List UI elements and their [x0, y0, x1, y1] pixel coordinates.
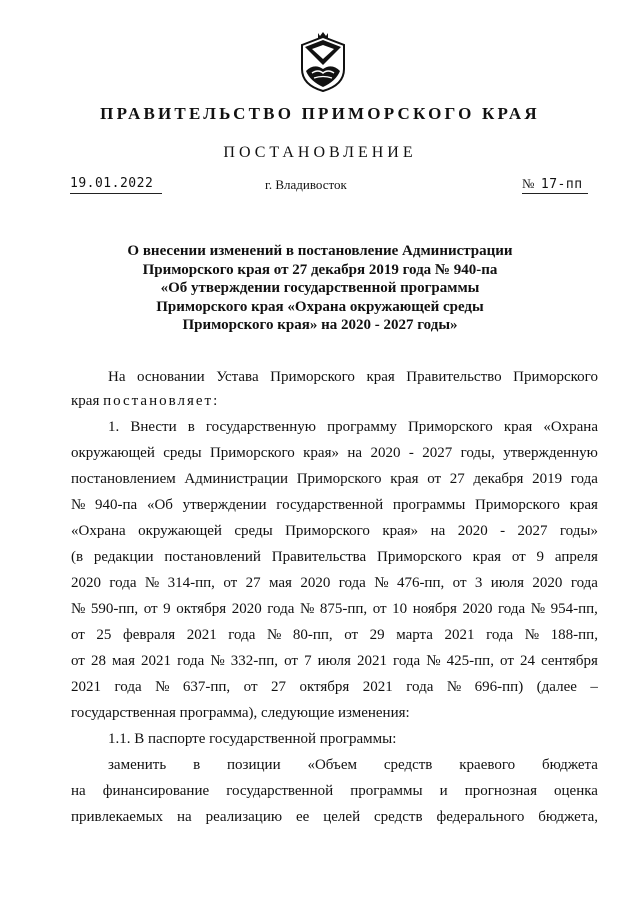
word: от [71, 653, 85, 669]
word: года [228, 627, 256, 643]
word: бюджета [542, 757, 598, 773]
word: программу [327, 419, 397, 435]
word: 590-пп, [90, 601, 139, 617]
word: - [408, 445, 414, 461]
word: 29 [369, 627, 385, 643]
word: 9 [163, 601, 171, 617]
word: от [143, 601, 158, 617]
word: 2020 [300, 575, 331, 591]
word: Приморского [270, 369, 355, 385]
word: от [452, 575, 467, 591]
word: (далее [536, 679, 577, 695]
word: июля [490, 575, 525, 591]
word: 2021 [444, 627, 475, 643]
word: - [500, 523, 506, 539]
word: 2021 [141, 653, 172, 669]
word: годы, [460, 445, 495, 461]
word: 2027 [422, 445, 453, 461]
word: средств [374, 809, 423, 825]
word: постановлением [71, 471, 176, 487]
body-line [71, 467, 598, 492]
word: от [243, 679, 258, 695]
word: утверждении [182, 497, 267, 513]
title-line: Приморского края «Охрана окружающей среды [156, 298, 484, 315]
word: Приморского [285, 523, 370, 539]
word: «Объем [307, 757, 357, 773]
government-title: ПРАВИТЕЛЬСТВО ПРИМОРСКОГО КРАЯ [100, 104, 540, 123]
word: года [177, 653, 205, 669]
word: апреля [554, 549, 598, 565]
word: 2021 [186, 627, 217, 643]
word: края [472, 549, 502, 565]
word: года [486, 627, 514, 643]
word: Приморского [209, 445, 295, 461]
word: 80-пп, [292, 627, 333, 643]
word: 476-пп, [396, 575, 445, 591]
word: № [524, 627, 540, 643]
word: на [176, 809, 192, 825]
word: 24 [519, 653, 535, 669]
word: 2020 [462, 601, 493, 617]
word: № [144, 575, 160, 591]
word: края» [382, 523, 419, 539]
word: программы [350, 783, 423, 799]
word: сентября [541, 653, 598, 669]
word: редакции [93, 549, 154, 565]
word: ноября [412, 601, 457, 617]
word: 188-пп, [550, 627, 598, 643]
word: реализацию [205, 809, 283, 825]
title-line: «Об утверждении государственной программы [160, 280, 480, 296]
word: в [193, 757, 201, 773]
word: на [71, 783, 86, 799]
word: основании [137, 369, 205, 385]
word: среды [163, 445, 202, 461]
word: 10 [392, 601, 408, 617]
body-line [71, 597, 598, 622]
word: 696-пп) [474, 679, 524, 695]
word: 940-па [95, 497, 138, 513]
word: края [366, 369, 395, 385]
word: от [284, 653, 298, 669]
word: 332-пп, [230, 653, 279, 669]
word: 27 [245, 575, 261, 591]
word: утвержденную [503, 445, 598, 461]
word: в [187, 419, 195, 435]
word: государственной [276, 497, 384, 513]
word: октября [299, 679, 350, 695]
word: 2020 [231, 601, 262, 617]
body-line [71, 493, 598, 518]
word: позиции [227, 757, 281, 773]
word: бюджета, [538, 809, 598, 825]
word: от [71, 627, 85, 643]
word: Администрации [184, 471, 289, 487]
word: февраля [122, 627, 176, 643]
word: Приморского [296, 471, 382, 487]
word: программы [392, 497, 466, 513]
word: № [210, 653, 225, 669]
word: № [530, 601, 546, 617]
word: № [446, 679, 462, 695]
word: № [374, 575, 389, 591]
word: Внести [130, 419, 177, 435]
word: года [338, 575, 366, 591]
title-line: О внесении изменений в постановление Администрации [127, 243, 513, 259]
word: постановлений [164, 549, 261, 565]
word: июля [317, 653, 351, 669]
body-line [71, 519, 598, 544]
title-line: Приморского края» на 2020 - 2027 годы» [182, 317, 458, 333]
word: 27 [449, 471, 465, 487]
word: – [590, 679, 598, 695]
body-line [71, 441, 598, 466]
body-line [71, 805, 598, 830]
word: федерального [436, 809, 525, 825]
word: 9 [536, 549, 545, 565]
word: года [393, 653, 421, 669]
preamble-line [108, 365, 598, 390]
word: октября [176, 601, 227, 617]
word: ее [295, 809, 310, 825]
word: 2027 [517, 523, 548, 539]
word: 3 [474, 575, 483, 591]
word: мая [268, 575, 292, 591]
body-line [71, 571, 598, 596]
word: 2020 [532, 575, 563, 591]
word: № [71, 601, 86, 617]
subitem-line: 1.1. В паспорте государственной программы: [108, 731, 397, 747]
word: годы» [559, 523, 598, 539]
word: № [71, 497, 86, 513]
word: 637-пп, [182, 679, 231, 695]
word: Устава [216, 369, 259, 385]
document-date: 19.01.2022 [70, 175, 162, 194]
resolves-word: постановляет: [103, 393, 220, 409]
word: года [570, 471, 598, 487]
body-line [71, 779, 598, 804]
word: привлекаемых [71, 809, 164, 825]
word: 28 [90, 653, 106, 669]
word: края [503, 419, 533, 435]
word: финансирование [102, 783, 210, 799]
word: на [347, 445, 363, 461]
word: заменить [108, 757, 167, 773]
number-value: 17-пп [540, 177, 583, 192]
word: государственной [226, 783, 334, 799]
document-number [522, 175, 588, 194]
word: края [390, 471, 419, 487]
word: оценка [554, 783, 598, 799]
body-line [108, 753, 598, 778]
word: 27 [270, 679, 286, 695]
word: № [266, 627, 282, 643]
word: окружающей [71, 445, 155, 461]
word: 954-пп, [550, 601, 598, 617]
body-line [71, 675, 598, 700]
word: от [511, 549, 526, 565]
word: от [223, 575, 238, 591]
word: 314-пп, [167, 575, 215, 591]
word: 2019 [532, 471, 563, 487]
body-line [71, 623, 598, 648]
word: года [498, 601, 526, 617]
word: края [569, 497, 598, 513]
word: от [372, 601, 387, 617]
word: мая [112, 653, 135, 669]
body-line: государственная программа), следующие изменения: [71, 705, 410, 721]
word: № [299, 601, 315, 617]
title-line: Приморского края от 27 декабря 2019 года № 940-па [142, 261, 498, 278]
word: 875-пп, [319, 601, 368, 617]
word: окружающей [138, 523, 222, 539]
word: (в [71, 549, 84, 565]
word: декабря [473, 471, 524, 487]
document-city: г. Владивосток [265, 177, 347, 192]
word: средств [383, 757, 433, 773]
word: 2020 [370, 445, 401, 461]
word: на [430, 523, 446, 539]
word: от [344, 627, 359, 643]
word: года [406, 679, 434, 695]
body-line [71, 545, 598, 570]
word: Правительства [271, 549, 367, 565]
body-line [108, 415, 598, 440]
word: Правительство [406, 369, 502, 385]
preamble-line [71, 389, 598, 414]
document-type: ПОСТАНОВЛЕНИЕ [223, 144, 417, 161]
word: 7 [304, 653, 312, 669]
word: Приморского [475, 497, 560, 513]
word: среды [234, 523, 273, 539]
body-line [71, 649, 598, 674]
word: края» [303, 445, 339, 461]
word: от [500, 653, 514, 669]
document-title [0, 242, 640, 335]
word: прогнозная [464, 783, 537, 799]
coat-of-arms-emblem [296, 31, 350, 93]
word: 2021 [71, 679, 101, 695]
word: № [155, 679, 170, 695]
preamble-word: края [71, 393, 100, 409]
word: и [439, 783, 448, 799]
word: года [114, 679, 142, 695]
word: 25 [96, 627, 112, 643]
word: марта [396, 627, 433, 643]
word: Приморского [377, 549, 462, 565]
word: № [426, 653, 441, 669]
word: На [108, 369, 126, 385]
word: 425-пп, [446, 653, 494, 669]
word: Приморского [513, 369, 598, 385]
word: 2021 [356, 653, 387, 669]
word: краевого [459, 757, 516, 773]
word: 2020 [457, 523, 488, 539]
word: 1. [108, 419, 120, 435]
word: года [570, 575, 598, 591]
word: 2020 [71, 575, 101, 591]
word: «Охрана [543, 419, 598, 435]
word: 2021 [362, 679, 393, 695]
word: года [109, 575, 137, 591]
word: государственную [205, 419, 316, 435]
word: «Охрана [71, 523, 126, 539]
number-prefix: № [522, 176, 535, 191]
word: «Об [146, 497, 173, 513]
word: целей [323, 809, 361, 825]
word: Приморского [407, 419, 493, 435]
word: года [267, 601, 295, 617]
word: от [427, 471, 442, 487]
